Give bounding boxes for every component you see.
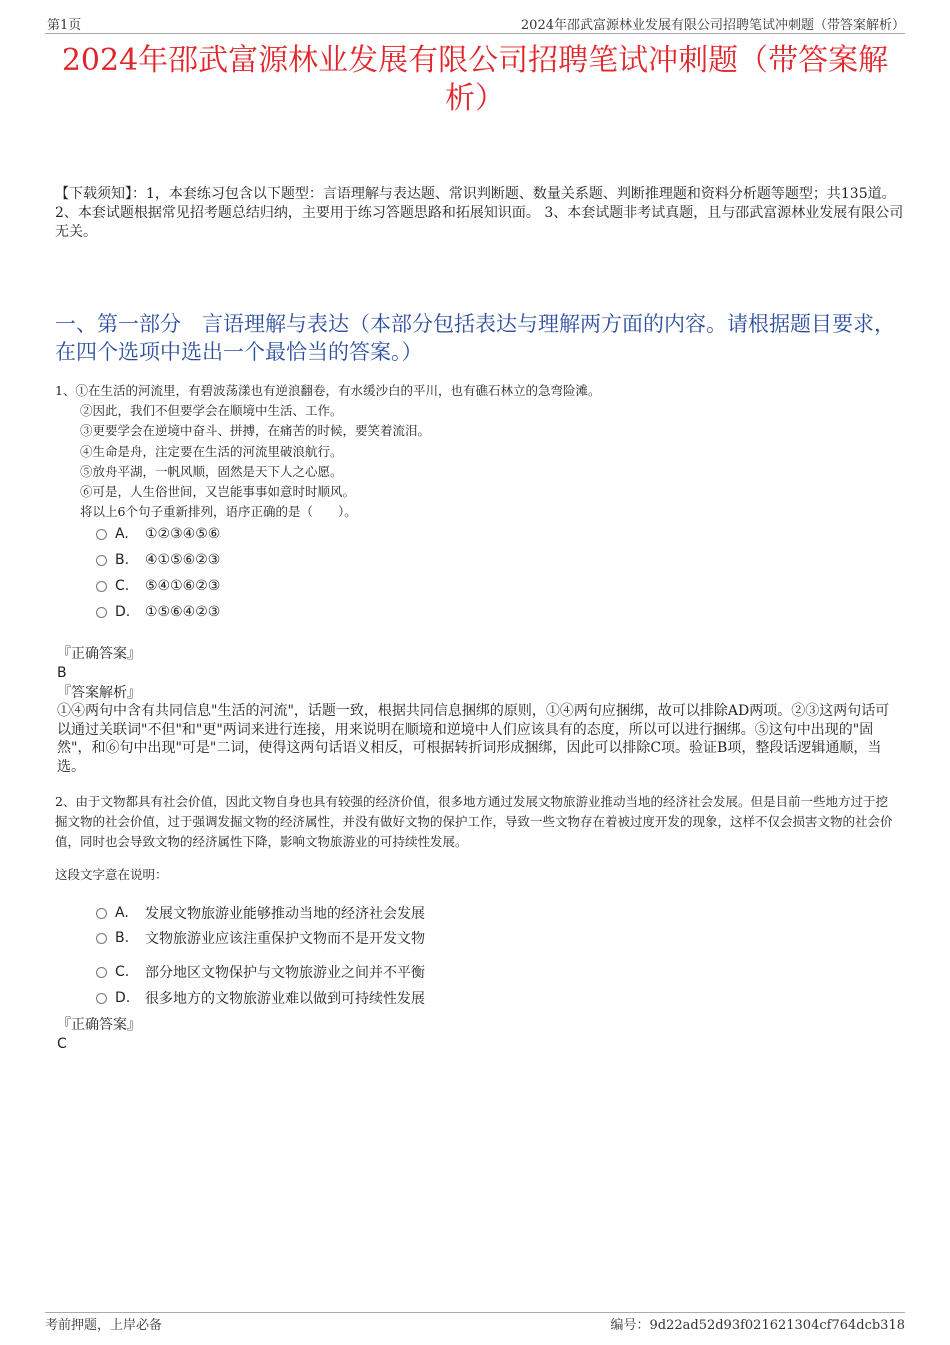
option-letter: D. (115, 604, 131, 620)
document-code: 编号：9d22ad52d93f021621304cf764dcb318 (610, 1318, 905, 1333)
radio-icon[interactable] (96, 993, 107, 1004)
q2-stem: 2、由于文物都具有社会价值，因此文物自身也具有较强的经济价值，很多地方通过发展文物旅游业推动当地的经济社会发展。但是目前一些地方过于挖掘文物的社会价值，过于强调发掘文物的经济属性，并没有做好文物的保护工作，导致一些文物存在着被过度开发的现象，这样不仅会损害文物的社会价值，同时也会导致文物的经济属性下降，影响文物旅游业的可持续性发展。 (55, 794, 893, 849)
download-notice: 【下载须知】：1，本套练习包含以下题型：言语理解与表达题、常识判断题、数量关系题、判断推理题和资料分析题等题型；共135道。 2、本套试题根据常见招考题总结归纳，主要用于练习答题思路和拓展知识面。 3、本套试题非考试真题，且与邵武富源林业发展有限公司无关。 (55, 186, 904, 240)
radio-icon[interactable] (96, 967, 107, 978)
header-title: 2024年邵武富源林业发展有限公司招聘笔试冲刺题（带答案解析） (520, 18, 905, 33)
option-text: ④①⑤⑥②③ (145, 552, 221, 568)
option-letter: C. (115, 964, 130, 980)
footer-divider (45, 1312, 905, 1313)
q2-option-c[interactable] (96, 962, 425, 982)
q2-option-b[interactable] (96, 928, 425, 948)
option-letter: B. (115, 552, 130, 568)
radio-icon[interactable] (96, 581, 107, 592)
radio-icon[interactable] (96, 933, 107, 944)
q1-line: 1、①在生活的河流里，有碧波荡漾也有逆浪翻卷，有水缓沙白的平川，也有礁石林立的急弯险滩。 (55, 383, 601, 398)
option-text: 部分地区文物保护与文物旅游业之间并不平衡 (145, 965, 425, 981)
q1-answer-label: 『正确答案』 (57, 646, 141, 662)
radio-icon[interactable] (96, 555, 107, 566)
q1-analysis: ①④两句中含有共同信息"生活的河流"，话题一致，根据共同信息捆绑的原则，①④两句应捆绑，故可以排除AD两项。②③这两句话可以通过关联词"不但"和"更"两词来进行连接，用来说明在顺境和逆境中人们应该具有的态度，所以可以进行捆绑。⑤这句中出现的"固然"，和⑥句中出现"可是"二词，使得这两句话语义相反，可根据转折词形成捆绑，因此可以排除C项。验证B项，整段话逻辑通顺，当选。 (57, 703, 890, 775)
radio-icon[interactable] (96, 908, 107, 919)
radio-icon[interactable] (96, 607, 107, 618)
q2-option-a[interactable] (96, 903, 425, 923)
q1-option-c[interactable] (96, 578, 220, 594)
q1-option-d[interactable] (96, 604, 220, 620)
radio-icon[interactable] (96, 529, 107, 540)
q1-option-a[interactable] (96, 526, 220, 542)
section-heading: 一、第一部分 言语理解与表达（本部分包括表达与理解两方面的内容。请根据题目要求，在四个选项中选出一个最恰当的答案。） (55, 312, 895, 364)
option-letter: C. (115, 578, 130, 594)
q2-answer-label: 『正确答案』 (57, 1017, 141, 1033)
header-divider (45, 33, 905, 34)
document-title: 2024年邵武富源林业发展有限公司招聘笔试冲刺题（带答案解析） (61, 43, 889, 116)
option-letter: A. (115, 905, 129, 921)
q2-prompt: 这段文字意在说明： (55, 867, 168, 882)
option-text: ⑤④①⑥②③ (145, 578, 221, 594)
option-text: ①⑤⑥④②③ (145, 604, 221, 620)
q1-analysis-label: 『答案解析』 (57, 685, 141, 701)
q1-line: ③更要学会在逆境中奋斗、拼搏，在痛苦的时候，要笑着流泪。 (80, 423, 431, 438)
page-number: 第1页 (47, 18, 82, 33)
q1-prompt: 将以上6个句子重新排列，语序正确的是（ ）。 (80, 504, 357, 519)
option-letter: A. (115, 526, 129, 542)
q1-line: ②因此，我们不但要学会在顺境中生活、工作。 (80, 403, 343, 418)
option-text: 发展文物旅游业能够推动当地的经济社会发展 (145, 906, 425, 922)
option-text: ①②③④⑤⑥ (145, 526, 221, 542)
option-text: 文物旅游业应该注重保护文物而不是开发文物 (145, 931, 425, 947)
q2-option-d[interactable] (96, 988, 425, 1008)
q1-line: ④生命是舟，注定要在生活的河流里破浪航行。 (80, 444, 343, 459)
q2-answer: C (57, 1036, 67, 1052)
q1-option-b[interactable] (96, 552, 220, 568)
q1-line: ⑥可是，人生俗世间，又岂能事事如意时时顺风。 (80, 484, 356, 499)
q1-answer: B (57, 665, 67, 681)
q1-line: ⑤放舟平湖，一帆风顺，固然是天下人之心愿。 (80, 464, 343, 479)
option-letter: D. (115, 990, 131, 1006)
footer-slogan: 考前押题，上岸必备 (45, 1318, 163, 1333)
option-text: 很多地方的文物旅游业难以做到可持续性发展 (145, 991, 425, 1007)
option-letter: B. (115, 930, 130, 946)
